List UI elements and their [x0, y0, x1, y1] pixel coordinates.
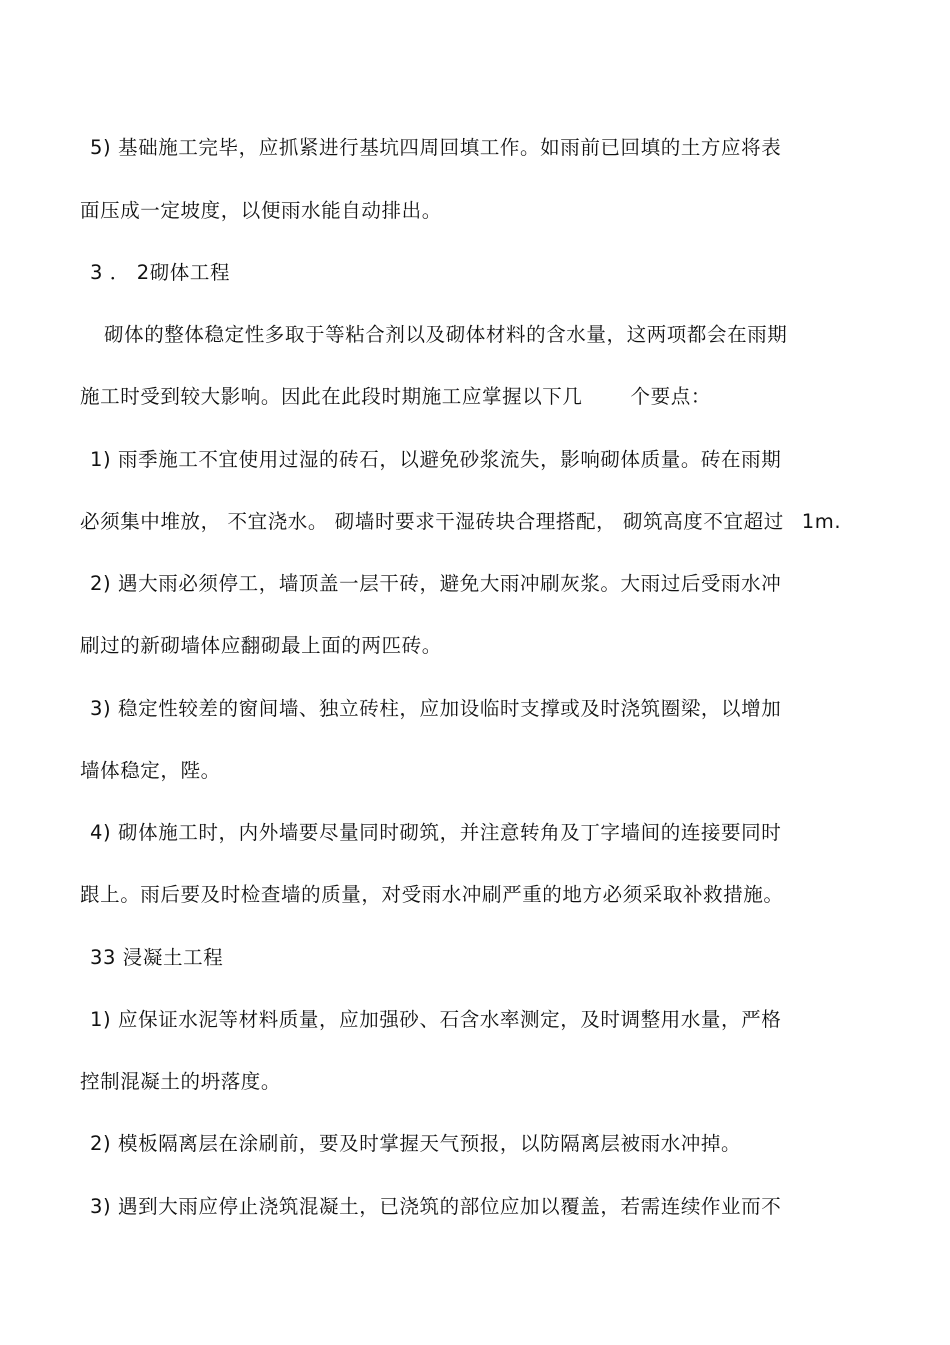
text-line-4: 砌体的整体稳定性多取于等粘合剂以及砌体材料的含水量，这两项都会在雨期	[104, 323, 788, 346]
section-heading-3-2: 3 ． 2砌体工程	[90, 261, 231, 284]
text-line-11: 墙体稳定，陛。	[80, 759, 221, 782]
text-line-13: 跟上。雨后要及时检查墙的质量，对受雨水冲刷严重的地方必须采取补救措施。	[80, 883, 784, 906]
text-line-7-part-a: 必须集中堆放， 不宜浇水。 砌墙时要求干湿砖块合理搭配， 砌筑高度不宜超过	[80, 510, 784, 533]
text-line-5-part-a: 施工时受到较大影响。因此在此段时期施工应掌握以下几	[80, 385, 583, 408]
text-line-6: 1) 雨季施工不宜使用过湿的砖石，以避免砂浆流失，影响砌体质量。砖在雨期	[90, 448, 782, 471]
text-line-8: 2) 遇大雨必须停工，墙顶盖一层干砖，避免大雨冲刷灰浆。大雨过后受雨水冲	[90, 572, 782, 595]
text-line-5-part-b: 个要点：	[630, 385, 711, 408]
text-line-12: 4) 砌体施工时，内外墙要尽量同时砌筑，并注意转角及丁字墙间的连接要同时	[90, 821, 782, 844]
text-line-7	[80, 506, 841, 538]
text-line-15: 1) 应保证水泥等材料质量，应加强砂、石含水率测定，及时调整用水量，严格	[90, 1008, 782, 1031]
section-heading-3-3: 33 浸凝土工程	[90, 946, 224, 969]
text-line-10: 3) 稳定性较差的窗间墙、独立砖柱，应加设临时支撑或及时浇筑圈梁，以增加	[90, 697, 782, 720]
text-line-7-part-b: 1m.	[801, 510, 842, 533]
text-line-9: 刷过的新砌墙体应翻砌最上面的两匹砖。	[80, 634, 442, 657]
text-line-16: 控制混凝土的坍落度。	[80, 1070, 282, 1093]
text-line-1: 5) 基础施工完毕，应抓紧进行基坑四周回填工作。如雨前已回填的土方应将表	[90, 136, 782, 159]
text-line-17: 2) 模板隔离层在涂刷前，要及时掌握天气预报，以防隔离层被雨水冲掉。	[90, 1132, 742, 1155]
text-line-2: 面压成一定坡度，以便雨水能自动排出。	[80, 199, 442, 222]
text-line-5	[80, 381, 711, 413]
text-line-18: 3) 遇到大雨应停止浇筑混凝土，已浇筑的部位应加以覆盖，若需连续作业而不	[90, 1195, 782, 1218]
